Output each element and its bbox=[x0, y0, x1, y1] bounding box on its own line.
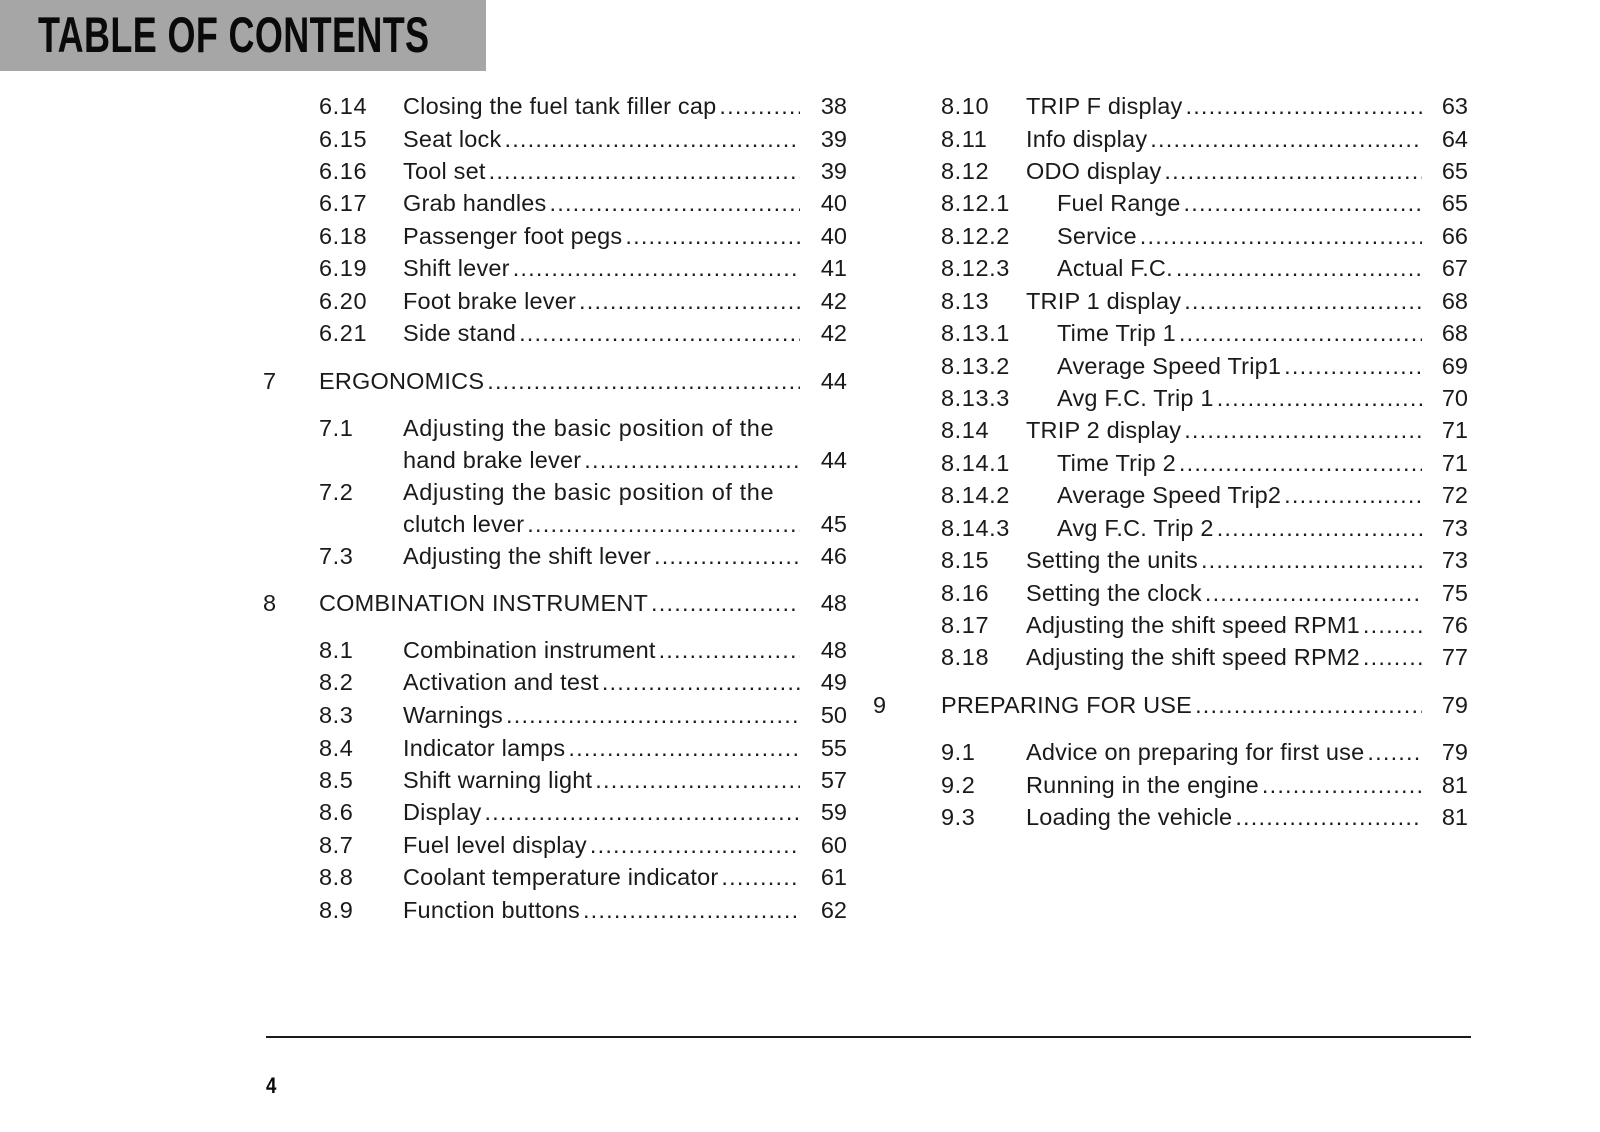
toc-entry-page: 68 bbox=[1441, 288, 1468, 314]
dot-leader bbox=[1184, 415, 1422, 445]
toc-entry-number: 7.2 bbox=[319, 479, 354, 505]
toc-entry-title: PREPARING FOR USE bbox=[941, 692, 1193, 718]
toc-entry-number: 8.12 bbox=[941, 158, 990, 184]
toc-entry-page: 39 bbox=[820, 158, 847, 184]
toc-entry-number: 8.13 bbox=[941, 288, 990, 314]
toc-entry-number: 6.16 bbox=[319, 158, 368, 184]
toc-entry-title: Average Speed Trip2 bbox=[1057, 482, 1282, 508]
toc-entry-page: 44 bbox=[820, 368, 847, 394]
toc-entry[interactable] bbox=[0, 91, 1600, 121]
toc-entry-page: 69 bbox=[1441, 353, 1468, 379]
toc-entry-title: Foot brake lever bbox=[403, 288, 577, 314]
toc-entry-number: 8.16 bbox=[941, 580, 990, 606]
toc-entry-number: 9.2 bbox=[941, 772, 976, 798]
toc-entry-title: Info display bbox=[1026, 126, 1148, 152]
toc-entry-title-with-leader bbox=[1026, 286, 1422, 316]
toc-entry-title: Average Speed Trip1 bbox=[1057, 353, 1282, 379]
toc-entry-page: 67 bbox=[1441, 255, 1468, 281]
toc-entry-title: Fuel Range bbox=[1057, 190, 1181, 216]
toc-entry-title: Combination instrument bbox=[403, 637, 656, 663]
dot-leader bbox=[1205, 578, 1422, 608]
dot-leader bbox=[1184, 286, 1422, 316]
toc-entry-number: 7.1 bbox=[319, 415, 354, 441]
toc-entry-title: TRIP 1 display bbox=[1026, 288, 1182, 314]
toc-entry[interactable] bbox=[0, 383, 1600, 413]
toc-entry[interactable] bbox=[0, 253, 1600, 283]
toc-entry-number: 8.15 bbox=[941, 547, 990, 573]
toc-entry-title-with-leader bbox=[1026, 156, 1422, 186]
toc-entry-number: 9 bbox=[873, 692, 887, 718]
toc-entry-page: 49 bbox=[820, 669, 847, 695]
toc-entry-page: 71 bbox=[1441, 417, 1468, 443]
toc-entry-title-with-leader bbox=[1026, 91, 1422, 121]
toc-entry-title: Closing the fuel tank filler cap bbox=[403, 93, 717, 119]
toc-entry-title: Passenger foot pegs bbox=[403, 223, 623, 249]
toc-entry-title: Side stand bbox=[403, 320, 517, 346]
toc-entry-number: 8.5 bbox=[319, 767, 354, 793]
toc-entry[interactable] bbox=[0, 895, 1600, 925]
toc-entry-page: 59 bbox=[820, 799, 847, 825]
toc-entry-page: 71 bbox=[1441, 450, 1468, 476]
toc-entry-title-with-leader bbox=[1026, 124, 1422, 154]
toc-entry-title-with-leader bbox=[1057, 448, 1422, 478]
toc-entry-title-with-leader bbox=[1057, 253, 1422, 283]
toc-entry-page: 62 bbox=[820, 897, 847, 923]
toc-entry-title: Shift lever bbox=[403, 255, 510, 281]
dot-leader bbox=[1176, 253, 1422, 283]
toc-entry-title-with-leader bbox=[1026, 802, 1422, 832]
dot-leader bbox=[1284, 480, 1422, 510]
toc-entry-title: Running in the engine bbox=[1026, 772, 1259, 798]
toc-entry-number: 8.6 bbox=[319, 799, 354, 825]
toc-entry-title: Adjusting the basic position of the bbox=[403, 479, 775, 505]
dot-leader bbox=[1150, 124, 1422, 154]
toc-entry-title-with-leader bbox=[403, 895, 800, 925]
toc-entry-title: Actual F.C. bbox=[1057, 255, 1173, 281]
toc-entry[interactable] bbox=[0, 830, 1600, 860]
dot-leader bbox=[1217, 513, 1422, 543]
toc-entry-title: ERGONOMICS bbox=[319, 368, 485, 394]
toc-entry-title: Service bbox=[1057, 223, 1137, 249]
toc-entry-title: Indicator lamps bbox=[403, 735, 566, 761]
toc-entry-page: 45 bbox=[820, 511, 847, 537]
toc-chapter-entry[interactable] bbox=[0, 690, 1600, 720]
toc-entry-number: 8.14.2 bbox=[941, 482, 1010, 508]
toc-entry-title-with-leader bbox=[1057, 188, 1422, 218]
toc-entry-number: 9.3 bbox=[941, 804, 976, 830]
toc-entry-title-with-leader bbox=[1057, 480, 1422, 510]
toc-entry-page: 61 bbox=[820, 864, 847, 890]
toc-entry-title: Advice on preparing for first use bbox=[1026, 739, 1365, 765]
dot-leader bbox=[1184, 188, 1423, 218]
toc-entry-title-with-leader bbox=[403, 862, 800, 892]
toc-entry-title: Adjusting the shift speed RPM1 bbox=[1026, 612, 1360, 638]
toc-entry-title: Loading the vehicle bbox=[1026, 804, 1233, 830]
toc-entry-title: Warnings bbox=[403, 702, 503, 728]
toc-entry[interactable] bbox=[0, 351, 1600, 381]
toc-entry-page: 46 bbox=[820, 543, 847, 569]
toc-entry-title: Setting the units bbox=[1026, 547, 1198, 573]
toc-entry-number: 6.18 bbox=[319, 223, 368, 249]
toc-entry-page: 42 bbox=[820, 320, 847, 346]
toc-entry-page: 65 bbox=[1441, 158, 1468, 184]
toc-entry-title: Tool set bbox=[403, 158, 486, 184]
page-title: TABLE OF CONTENTS bbox=[38, 7, 430, 63]
toc-entry-page: 38 bbox=[820, 93, 847, 119]
toc-entry-title-with-leader bbox=[1026, 610, 1422, 640]
dot-leader bbox=[1284, 351, 1422, 381]
toc-entry[interactable] bbox=[0, 156, 1600, 186]
toc-entry-number: 6.15 bbox=[319, 126, 368, 152]
toc-entry-page: 73 bbox=[1441, 547, 1468, 573]
toc-entry-page: 72 bbox=[1441, 482, 1468, 508]
toc-entry[interactable] bbox=[0, 415, 1600, 445]
toc-entry[interactable] bbox=[0, 221, 1600, 251]
toc-entry-page: 81 bbox=[1441, 772, 1468, 798]
toc-entry-page: 75 bbox=[1441, 580, 1468, 606]
dot-leader bbox=[1367, 737, 1422, 767]
toc-entry-number: 7 bbox=[263, 368, 277, 394]
toc-entry-number: 8.13.3 bbox=[941, 385, 1010, 411]
toc-entry-title-with-leader bbox=[1057, 513, 1422, 543]
toc-entry-title-with-leader bbox=[1026, 737, 1422, 767]
toc-entry-page: 79 bbox=[1441, 739, 1468, 765]
toc-entry-title: ODO display bbox=[1026, 158, 1162, 184]
toc-entry[interactable] bbox=[0, 286, 1600, 316]
toc-entry-page: 63 bbox=[1441, 93, 1468, 119]
dot-leader bbox=[1179, 318, 1422, 348]
toc-entry-page: 39 bbox=[820, 126, 847, 152]
toc-entry[interactable] bbox=[0, 124, 1600, 154]
toc-entry-title-with-leader bbox=[1026, 545, 1422, 575]
toc-entry-number: 8.4 bbox=[319, 735, 354, 761]
toc-entry-number: 8.11 bbox=[941, 126, 988, 152]
dot-leader bbox=[1140, 221, 1422, 251]
toc-entry-number: 6.20 bbox=[319, 288, 368, 314]
toc-entry[interactable] bbox=[0, 610, 1600, 640]
toc-entry-page: 48 bbox=[820, 637, 847, 663]
toc-entry-title: Adjusting the shift lever bbox=[403, 543, 651, 569]
toc-entry-title-with-leader bbox=[1057, 221, 1422, 251]
toc-entry[interactable] bbox=[0, 513, 1600, 543]
toc-entry-title: Avg F.C. Trip 1 bbox=[1057, 385, 1214, 411]
toc-entry-number: 8.8 bbox=[319, 864, 354, 890]
toc-entry-number: 8.12.1 bbox=[941, 190, 1010, 216]
toc-entry-page: 77 bbox=[1441, 644, 1468, 670]
toc-entry-title: Adjusting the shift speed RPM2 bbox=[1026, 644, 1360, 670]
toc-entry-title: Shift warning light bbox=[403, 767, 593, 793]
toc-entry-title-with-leader bbox=[1057, 351, 1422, 381]
toc-entry-title: Seat lock bbox=[403, 126, 502, 152]
toc-entry-number: 8 bbox=[263, 590, 277, 616]
toc-entry-page: 42 bbox=[820, 288, 847, 314]
toc-entry-title: Adjusting the basic position of the bbox=[403, 415, 775, 441]
toc-entry-title: Avg F.C. Trip 2 bbox=[1057, 515, 1214, 541]
toc-entry-page: 41 bbox=[820, 255, 847, 281]
toc-entry[interactable] bbox=[0, 862, 1600, 892]
dot-leader bbox=[1262, 770, 1422, 800]
toc-entry-number: 8.3 bbox=[319, 702, 354, 728]
toc-entry-number: 8.17 bbox=[941, 612, 990, 638]
toc-entry-page: 76 bbox=[1441, 612, 1468, 638]
toc-entry-title: Time Trip 1 bbox=[1057, 320, 1176, 346]
toc-entry-title: Display bbox=[403, 799, 482, 825]
toc-entry-page: 44 bbox=[820, 447, 847, 473]
toc-entry-title: Activation and test bbox=[403, 669, 599, 695]
toc-entry-number: 8.7 bbox=[319, 832, 354, 858]
toc-entry-title-with-leader bbox=[941, 690, 1422, 720]
dot-leader bbox=[590, 830, 800, 860]
toc-entry-page: 79 bbox=[1441, 692, 1468, 718]
toc-entry-title: Grab handles bbox=[403, 190, 547, 216]
dot-leader bbox=[1201, 545, 1422, 575]
toc-entry[interactable] bbox=[0, 642, 1600, 672]
dot-leader bbox=[583, 895, 800, 925]
dot-leader bbox=[1235, 802, 1422, 832]
toc-entry-page: 70 bbox=[1441, 385, 1468, 411]
toc-entry-number: 6.19 bbox=[319, 255, 368, 281]
toc-entry-page: 60 bbox=[820, 832, 847, 858]
toc-entry-title-with-leader bbox=[1026, 642, 1422, 672]
toc-entry-page: 40 bbox=[820, 190, 847, 216]
toc-entry-number: 8.12.2 bbox=[941, 223, 1010, 249]
toc-entry-number: 6.17 bbox=[319, 190, 368, 216]
toc-entry-number: 8.14.3 bbox=[941, 515, 1010, 541]
header-banner bbox=[0, 0, 486, 71]
toc-entry-title-continued: clutch lever bbox=[403, 511, 525, 537]
toc-entry-number: 6.14 bbox=[319, 93, 368, 119]
dot-leader bbox=[1363, 610, 1422, 640]
toc-entry[interactable] bbox=[0, 737, 1600, 767]
toc-entry-page: 73 bbox=[1441, 515, 1468, 541]
toc-entry-title: Time Trip 2 bbox=[1057, 450, 1176, 476]
dot-leader bbox=[1217, 383, 1422, 413]
toc-entry-title-continued: hand brake lever bbox=[403, 447, 582, 473]
toc-entry-title: Function buttons bbox=[403, 897, 580, 923]
toc-entry-title: COMBINATION INSTRUMENT bbox=[319, 590, 649, 616]
toc-entry[interactable] bbox=[0, 802, 1600, 832]
toc-entry-number: 8.13.1 bbox=[941, 320, 1010, 346]
dot-leader bbox=[1185, 91, 1422, 121]
toc-entry-page: 66 bbox=[1441, 223, 1468, 249]
toc-entry-number: 9.1 bbox=[941, 739, 976, 765]
toc-entry[interactable] bbox=[0, 318, 1600, 348]
toc-entry[interactable] bbox=[0, 188, 1600, 218]
toc-entry-number: 8.2 bbox=[319, 669, 354, 695]
footer-divider bbox=[266, 1036, 1471, 1038]
toc-entry-number: 8.9 bbox=[319, 897, 354, 923]
toc-entry-page: 48 bbox=[820, 590, 847, 616]
toc-entry[interactable] bbox=[0, 448, 1600, 478]
page-number: 4 bbox=[266, 1073, 277, 1098]
toc-entry-title: Coolant temperature indicator bbox=[403, 864, 719, 890]
toc-entry-title: Fuel level display bbox=[403, 832, 587, 858]
toc-entry-page: 40 bbox=[820, 223, 847, 249]
dot-leader bbox=[721, 862, 800, 892]
toc-entry-number: 8.18 bbox=[941, 644, 990, 670]
dot-leader bbox=[1164, 156, 1422, 186]
toc-entry-page: 68 bbox=[1441, 320, 1468, 346]
toc-entry-title-with-leader bbox=[1057, 383, 1422, 413]
toc-entry-number: 8.13.2 bbox=[941, 353, 1010, 379]
toc-entry-number: 6.21 bbox=[319, 320, 368, 346]
toc-entry-number: 8.14.1 bbox=[941, 450, 1010, 476]
toc-entry[interactable] bbox=[0, 545, 1600, 575]
toc-entry-page: 64 bbox=[1441, 126, 1468, 152]
toc-entry-page: 50 bbox=[820, 702, 847, 728]
toc-entry-number: 8.12.3 bbox=[941, 255, 1010, 281]
dot-leader bbox=[1195, 690, 1422, 720]
toc-entry[interactable] bbox=[0, 770, 1600, 800]
toc-entry-number: 8.14 bbox=[941, 417, 990, 443]
toc-entry-number: 7.3 bbox=[319, 543, 354, 569]
dot-leader bbox=[1179, 448, 1422, 478]
toc-entry-page: 65 bbox=[1441, 190, 1468, 216]
toc-entry-number: 8.10 bbox=[941, 93, 990, 119]
toc-entry-title-with-leader bbox=[1026, 578, 1422, 608]
toc-entry-title-with-leader bbox=[1026, 415, 1422, 445]
toc-entry-title: TRIP 2 display bbox=[1026, 417, 1182, 443]
toc-entry-page: 57 bbox=[820, 767, 847, 793]
toc-entry-page: 55 bbox=[820, 735, 847, 761]
toc-entry-number: 8.1 bbox=[319, 637, 354, 663]
toc-entry[interactable] bbox=[0, 578, 1600, 608]
toc-entry-title: Setting the clock bbox=[1026, 580, 1202, 606]
toc-entry-title-with-leader bbox=[403, 830, 800, 860]
dot-leader bbox=[1363, 642, 1422, 672]
toc-entry-title: TRIP F display bbox=[1026, 93, 1183, 119]
toc-entry-title-with-leader bbox=[1057, 318, 1422, 348]
toc-entry-page: 81 bbox=[1441, 804, 1468, 830]
toc-entry-title-with-leader bbox=[1026, 770, 1422, 800]
toc-entry[interactable] bbox=[0, 480, 1600, 510]
